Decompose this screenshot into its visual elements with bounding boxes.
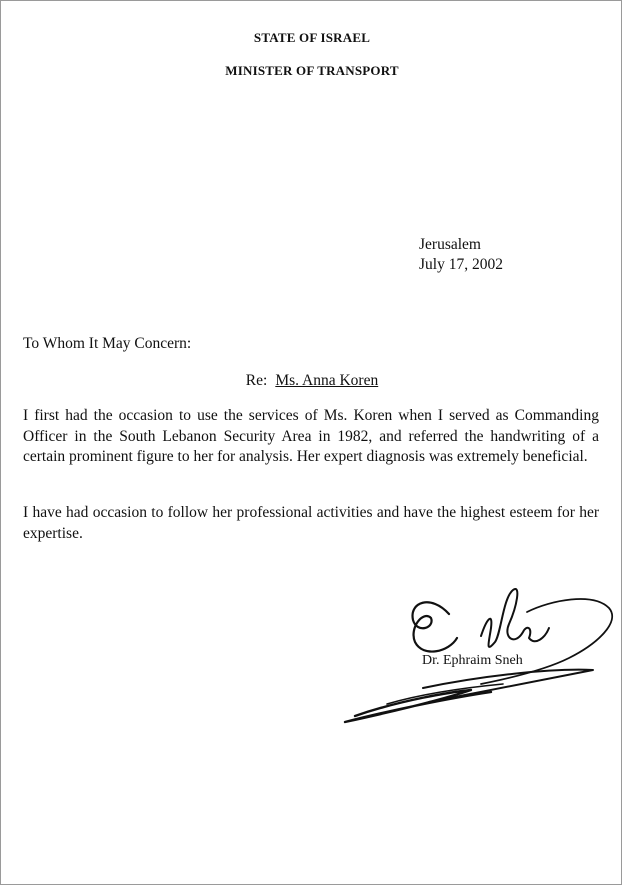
place: Jerusalem	[419, 236, 481, 253]
place-date-block	[419, 235, 503, 275]
body-paragraph-2: I have had occasion to follow her professional activities and have the highest esteem for her expertise.	[23, 504, 599, 542]
salutation: To Whom It May Concern:	[23, 335, 192, 352]
subject-line	[1, 372, 622, 390]
letterhead-state: STATE OF ISRAEL	[253, 30, 371, 45]
subject-name: Ms. Anna Koren	[275, 372, 379, 389]
date: July 17, 2002	[419, 256, 503, 273]
handwritten-signature	[331, 576, 616, 726]
subject-label: Re:	[245, 372, 268, 389]
letterhead-ministry: MINISTER OF TRANSPORT	[225, 63, 399, 78]
signer-name: Dr. Ephraim Sneh	[422, 653, 523, 668]
body-paragraph-1: I first had the occasion to use the services of Ms. Koren when I served as Commanding Officer in the South Lebanon Security Area in 1982, and referred the handwriting of a certain prominent figure to her for analysis. Her expert diagnosis was extremely beneficial.	[23, 407, 599, 465]
